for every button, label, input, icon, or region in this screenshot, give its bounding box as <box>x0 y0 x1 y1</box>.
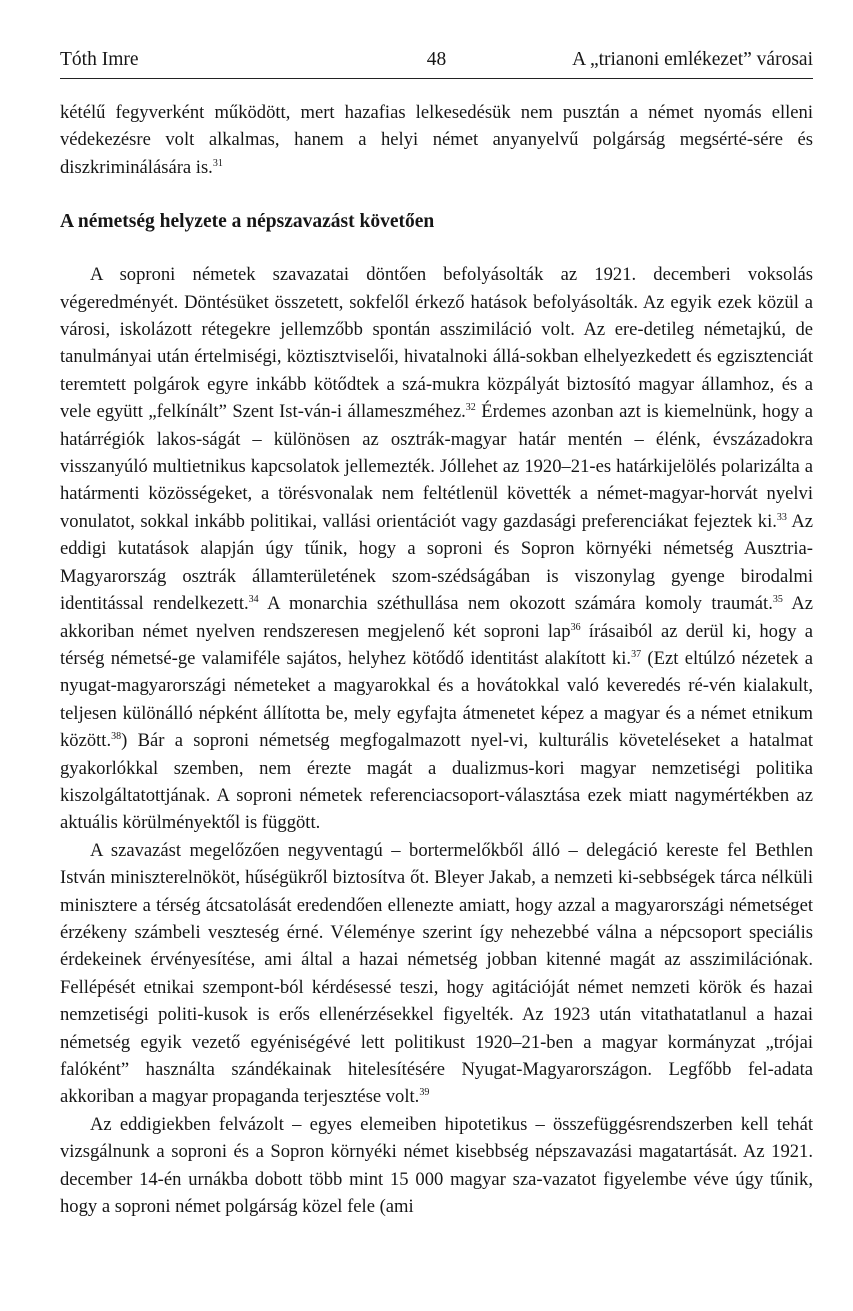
section-heading: A németség helyzete a népszavazást követően <box>60 211 435 233</box>
body-text <box>60 99 813 1220</box>
footnote-ref-38[interactable]: 38 <box>111 731 122 743</box>
paragraph-text: Érdemes azonban azt is kiemelnünk, hogy a határrégiók lakos-ságát – különösen az osztrák-magyar határ mentén – élénk, évszázadokra visszanyúló multietnikus kapcsolatok jellemezték. Jóllehet az 1920–21-es határkijelölés polarizálta a határmenti közösségeket, a törésvonalak nem feltétlenül követték a német-magyar-horvát nyelvi vonulatot, sokkal inkább politikai, vallási orientációt vagy gazdasági preferenciákat fejeztek ki. <box>60 401 813 532</box>
paragraph-continued <box>60 99 813 181</box>
header-author: Tóth Imre <box>60 49 139 70</box>
header-chapter-title: A „trianoni emlékezet” városai <box>572 49 813 70</box>
book-page <box>60 46 813 1220</box>
paragraph-text: (Ezt eltúlzó nézetek a nyugat-magyarországi németeket a magyarokkal és a hovátokkal való keveredés ré-vén kialakult, teljesen különálló népként állította be, mely egyfajta átmenetet képez a magyar és a német etnikum között. <box>60 647 814 752</box>
paragraph <box>60 1111 813 1221</box>
footnote-ref-39[interactable]: 39 <box>419 1087 430 1099</box>
paragraph-text: A soproni németek szavazatai döntően befolyásolták az 1921. decemberi voksolás végeredményét. Döntésüket összetett, sokfelől érkező hatások befolyásolták. Az egyik ezek közül a városi, iskolázott rétegekre jellemzőbb spontán asszimiláció volt. Az ere-detileg németajkú, de tanulmányai után értelmiségi, köztisztviselői, hivatalnoki állá-sokban elhelyezkedett és egzisztenciát teremtett polgárok egyre inkább kötődtek a szá-mukra közpályát biztosító magyar államhoz, és a vele együtt „felkínált” Szent Ist-ván-i állameszméhez. <box>60 264 813 423</box>
paragraph-text: kétélű fegyverként működött, mert hazafias lelkesedésük nem pusztán a német nyomás elleni védekezésre volt alkalmas, hanem a helyi német anyanyelvű polgárság megsérté-sére és diszkriminálására is. <box>60 102 813 178</box>
footnote-ref-37[interactable]: 37 <box>631 648 642 660</box>
header-page-number: 48 <box>426 49 447 70</box>
paragraph <box>60 837 813 1111</box>
paragraph <box>60 261 813 837</box>
footnote-ref-35[interactable]: 35 <box>772 594 783 606</box>
footnote-ref-31[interactable]: 31 <box>212 157 223 169</box>
footnote-ref-32[interactable]: 32 <box>465 402 476 414</box>
footnote-ref-36[interactable]: 36 <box>570 621 581 633</box>
footnote-ref-33[interactable]: 33 <box>776 511 787 523</box>
paragraph-text: Az eddigiekben felvázolt – egyes elemeiben hipotetikus – összefüggésrendszerben kell tehát vizsgálnunk a soproni és a Sopron környéki német kisebbség népszavazási magatartását. Az 1921. december 14-én urnákba dobott több mint 15 000 magyar sza-vazatot figyelembe véve úgy tűnik, hogy a soproni német polgárság közel fele (ami <box>60 1113 813 1218</box>
paragraph-text: Az akkoriban német nyelven rendszeresen megjelenő két soproni lap <box>60 593 813 642</box>
footnote-ref-34[interactable]: 34 <box>248 594 259 606</box>
paragraph-text: A szavazást megelőzően negyventagú – bortermelőkből álló – delegáció kereste fel Bethlen István miniszterelnököt, hűségükről biztosítva őt. Bleyer Jakab, a nemzeti ki-sebbségek tárca nélküli minisztere a térség átcsatolását eredendően ellenezte amiatt, hogy azzal a magyarországi németséget érzékeny számbeli veszteség érné. Véleménye szerint így nehezebbé válna a népcsoport speciális érdekeinek érvényesítése, ami által a hazai németség jobban kitenné magát az asszimilációnak. Fellépését etnikai szempont-ból kérdésessé teszi, hogy agitációját német nemzeti körök és hazai nemzetiségi politi-kusok is erős ellenérzésekkel figyelték. Az 1923 után vitathatatlanul a hazai németség egyik vezető egyéniségévé lett politikust 1920–21-ben a magyar kormányzat „trójai falóként” használta szándékainak hitelesítésére Nyugat-Magyarországon. Legfőbb fel-adata akkoriban a magyar propaganda terjesztése volt. <box>60 839 813 1108</box>
paragraph-text: Az eddigi kutatások alapján úgy tűnik, hogy a soproni és Sopron környéki németség Ausztria-Magyarország osztrák államterületének szom-szédságában is viszonylag gyenge birodalmi identitással rendelkezett. <box>60 510 813 615</box>
paragraph-text: írásaiból az derül ki, hogy a térség németsé-ge valamiféle sajátos, helyhez kötődő identitást alakított ki. <box>60 620 814 669</box>
paragraph-text: ) Bár a soproni németség megfogalmazott nyel-vi, kulturális követeléseket a hatalmat gyakorlókkal szemben, nem érezte magát a dualizmus-kori magyar nemzetiségi politika kiszolgáltatottjának. A soproni németek referenciacsoport-választása ezek miatt nagymértékben az aktuális körülményektől is függött. <box>60 730 813 834</box>
paragraph-text: A monarchia széthullása nem okozott számára komoly traumát. <box>258 593 773 615</box>
running-head <box>60 46 813 74</box>
header-rule <box>60 78 813 79</box>
